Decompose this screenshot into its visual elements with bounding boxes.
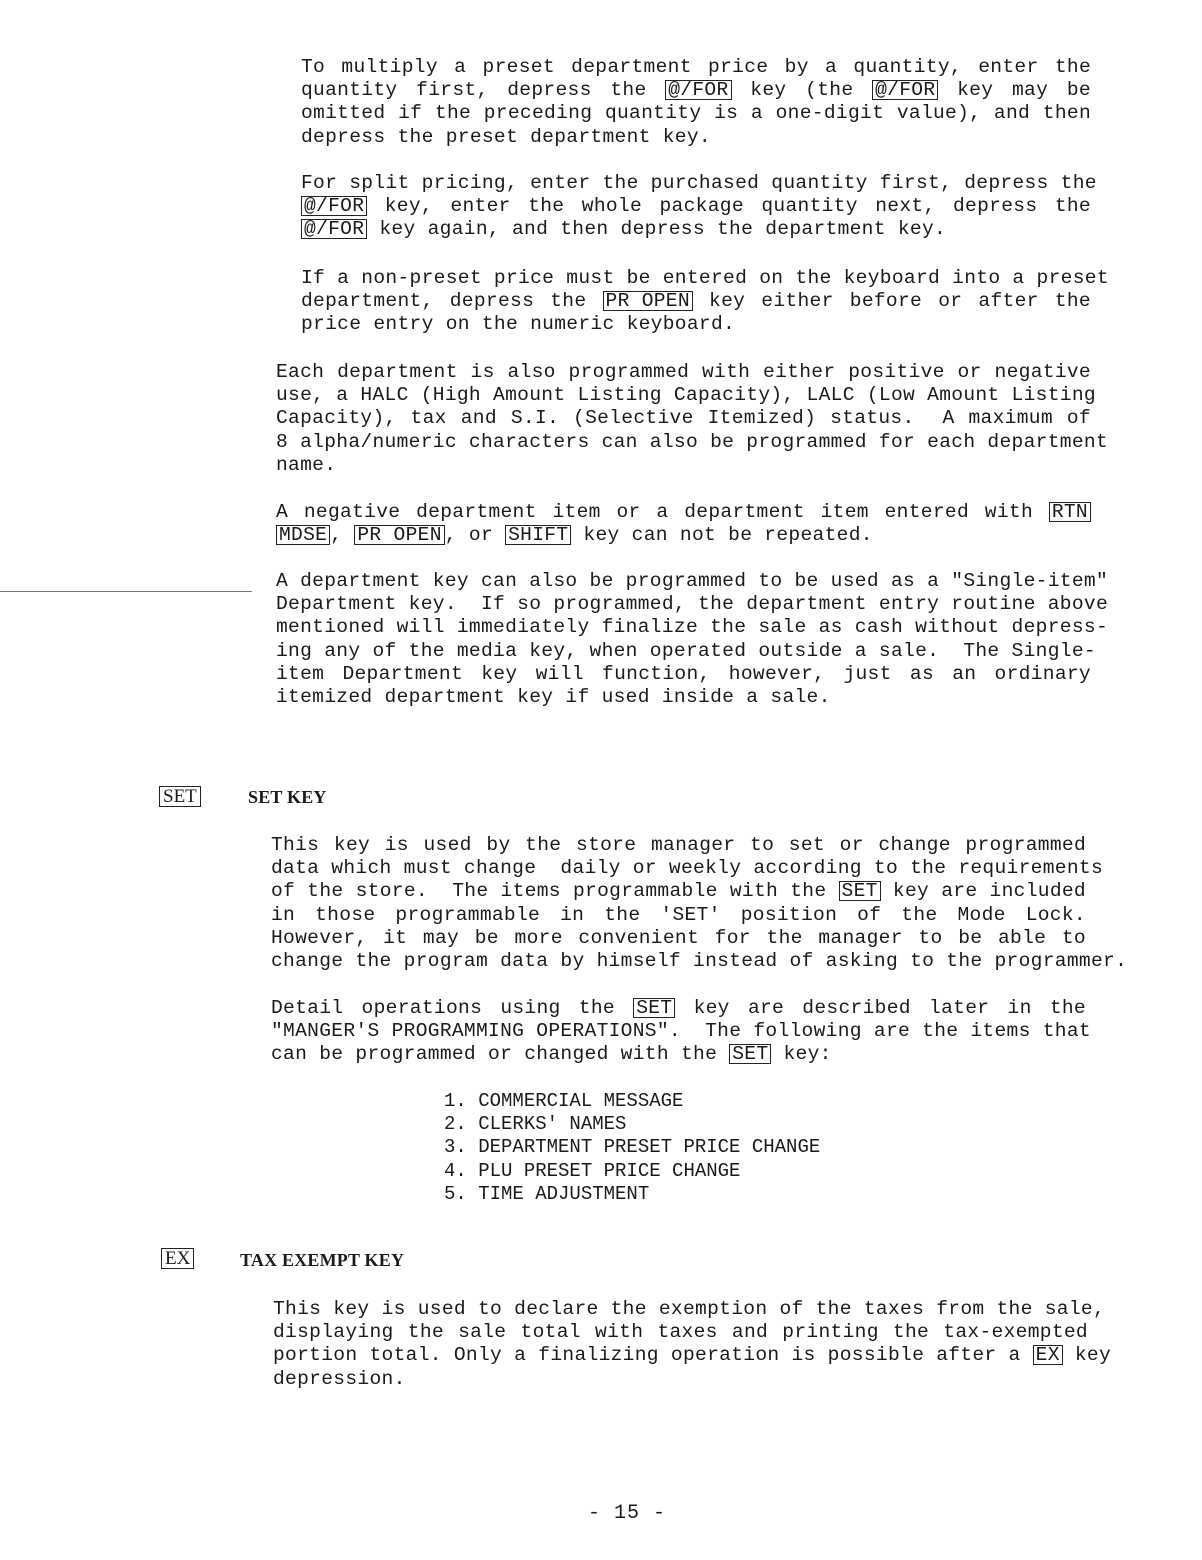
text-line: MDSE , PR OPEN , or SHIFT key can not be repeated. xyxy=(276,524,1091,547)
page-number: - 15 - xyxy=(588,1502,667,1525)
text-line: Each department is also programmed with either positive or negative xyxy=(276,361,1091,383)
text-line: A negative department item or a department item entered with RTN xyxy=(276,501,1091,524)
text-line: item Department key will function, however, just as an ordinary xyxy=(276,662,1091,685)
text-line: For split pricing, enter the purchased quantity first, depress the xyxy=(301,172,1097,194)
key-label: SET xyxy=(839,881,881,901)
text-line: of the store. The items programmable with the SET key are included xyxy=(271,880,1086,903)
key-label: @/FOR xyxy=(301,219,367,239)
text-line: Department key. If so programmed, the department entry routine above xyxy=(276,593,1109,616)
key-label: MDSE xyxy=(276,525,330,545)
paragraph-department-programming xyxy=(276,361,1109,477)
text-line: name. xyxy=(276,453,337,476)
section-title-set-key: SET KEY xyxy=(248,787,327,807)
paragraph-multiply-quantity xyxy=(301,56,1091,149)
text-line: mentioned will immediately finalize the sale as cash without depress- xyxy=(276,616,1109,639)
key-label: SHIFT xyxy=(505,525,571,545)
text-line: can be programmed or changed with the SET key: xyxy=(271,1043,832,1066)
text-line: 8 alpha/numeric characters can also be programmed for each department xyxy=(276,430,1109,453)
text-line: A department key can also be programmed to be used as a "Single-item" xyxy=(276,570,1109,592)
text-line: Capacity), tax and S.I. (Selective Itemized) status. A maximum of xyxy=(276,407,1091,430)
text-line: quantity first, depress the @/FOR key (the @/FOR key may be xyxy=(301,79,1091,102)
text-line: ing any of the media key, when operated outside a sale. The Single- xyxy=(276,639,1096,662)
text-line: This key is used to declare the exemption of the taxes from the sale, xyxy=(273,1298,1106,1320)
list-item: 5. TIME ADJUSTMENT xyxy=(444,1182,650,1205)
text-line: data which must change daily or weekly according to the requirements xyxy=(271,857,1104,880)
paragraph-set-key-description xyxy=(271,834,1128,973)
text-line: "MANGER'S PROGRAMMING OPERATIONS". The following are the items that xyxy=(271,1020,1091,1043)
text-line: However, it may be more convenient for the manager to be able to xyxy=(271,926,1086,949)
key-label: PR OPEN xyxy=(603,291,693,311)
key-label: RTN xyxy=(1049,502,1091,522)
text-line: in those programmable in the 'SET' position of the Mode Lock. xyxy=(271,903,1086,926)
list-item: 3. DEPARTMENT PRESET PRICE CHANGE xyxy=(444,1136,821,1159)
text-line: price entry on the numeric keyboard. xyxy=(301,313,736,336)
text-line: portion total. Only a finalizing operation is possible after a EX key xyxy=(273,1344,1112,1367)
paragraph-set-key-detail xyxy=(271,997,1091,1067)
text-line: change the program data by himself instead of asking to the programmer. xyxy=(271,950,1128,973)
paragraph-negative-department-item xyxy=(276,501,1091,547)
key-label: SET xyxy=(729,1044,771,1064)
key-label: PR OPEN xyxy=(354,525,444,545)
list-item: 1. COMMERCIAL MESSAGE xyxy=(444,1090,684,1112)
text-line: department, depress the PR OPEN key either before or after the xyxy=(301,290,1091,313)
text-line: To multiply a preset department price by a quantity, enter the xyxy=(301,56,1091,78)
ex-key-symbol: EX xyxy=(161,1248,194,1269)
text-line: itemized department key if used inside a sale. xyxy=(276,686,831,709)
text-line: depression. xyxy=(273,1367,406,1390)
paragraph-split-pricing xyxy=(301,172,1097,242)
set-items-list xyxy=(444,1090,820,1206)
text-line: omitted if the preceding quantity is a one-digit value), and then xyxy=(301,102,1091,125)
text-line: This key is used by the store manager to set or change programmed xyxy=(271,834,1086,856)
key-label: SET xyxy=(633,998,675,1018)
key-label: @/FOR xyxy=(872,80,938,100)
text-line: @/FOR key, enter the whole package quantity next, depress the xyxy=(301,195,1091,218)
text-line: Detail operations using the SET key are described later in the xyxy=(271,997,1086,1019)
key-label: @/FOR xyxy=(665,80,731,100)
text-line: If a non-preset price must be entered on the keyboard into a preset xyxy=(301,267,1109,289)
set-key-symbol: SET xyxy=(159,786,201,807)
text-line: displaying the sale total with taxes and printing the tax-exempted xyxy=(273,1321,1088,1344)
text-line: use, a HALC (High Amount Listing Capacity), LALC (Low Amount Listing xyxy=(276,384,1096,407)
list-item: 2. CLERKS' NAMES xyxy=(444,1113,627,1136)
margin-rule xyxy=(0,591,252,592)
paragraph-tax-exempt-description xyxy=(273,1298,1112,1391)
key-label: EX xyxy=(1033,1345,1063,1365)
section-title-tax-exempt-key: TAX EXEMPT KEY xyxy=(240,1250,405,1270)
text-line: @/FOR key again, and then depress the department key. xyxy=(301,218,1091,241)
text-line: depress the preset department key. xyxy=(301,125,711,148)
paragraph-non-preset-price xyxy=(301,267,1109,337)
list-item: 4. PLU PRESET PRICE CHANGE xyxy=(444,1159,741,1182)
key-label: @/FOR xyxy=(301,196,367,216)
paragraph-single-item-department xyxy=(276,570,1109,709)
